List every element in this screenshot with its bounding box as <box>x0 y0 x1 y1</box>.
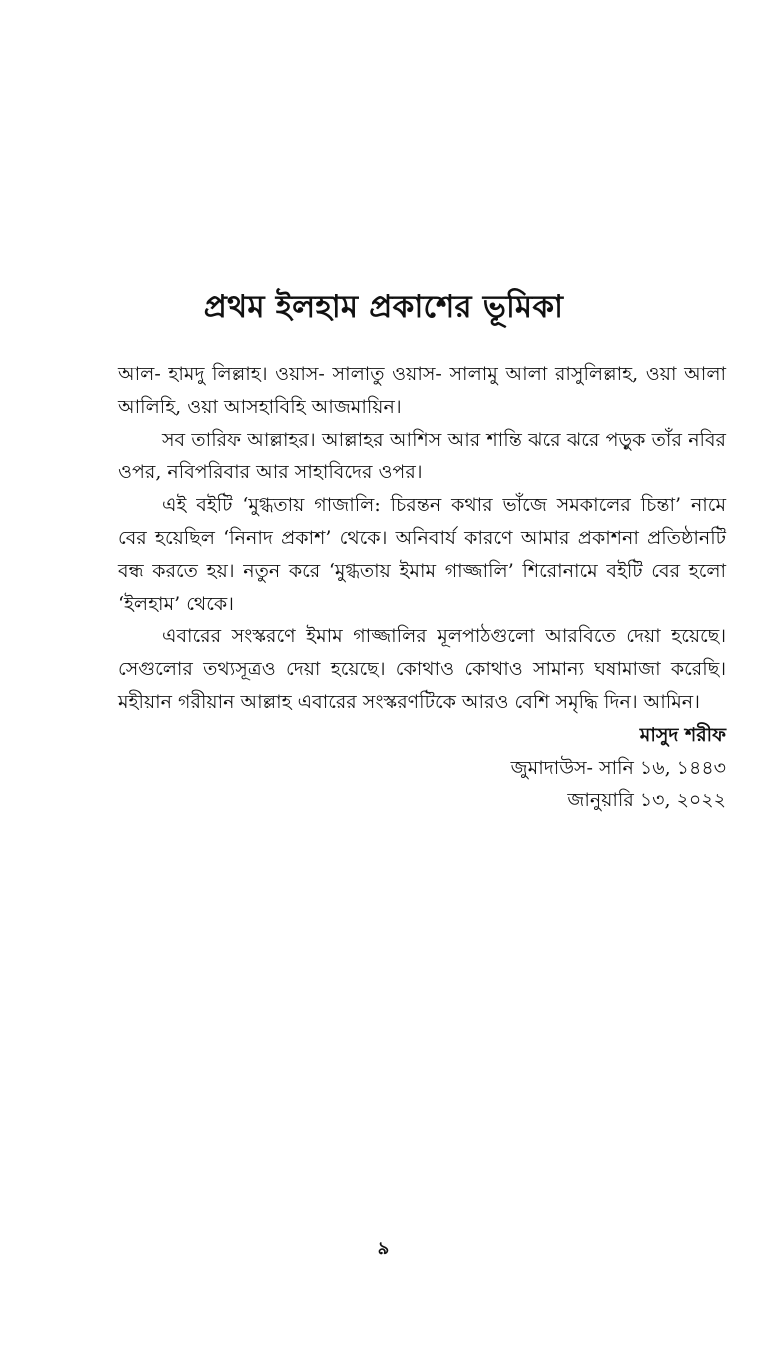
author-signature: মাসুদ শরীফ <box>639 723 726 746</box>
date-gregorian: জানুয়ারি ১৩, ২০২২ <box>567 789 726 812</box>
paragraph-edition-notes: এবারের সংস্করণে ইমাম গাজ্জালির মূলপাঠগুলো আরবিতে দেয়া হয়েছে। সেগুলোর তথ্যসূত্রও দেয়া হয়েছে। কোথাও কোথাও সামান্য ঘষামাজা করেছি। মহীয়ান গরীয়ান আল্লাহ এবারের সংস্করণটিকে আরও বেশি সমৃদ্ধি দিন। আমিন। <box>118 625 726 713</box>
page-number: ৯ <box>377 1238 390 1259</box>
preface-body <box>118 358 726 817</box>
paragraph-praise: সব তারিফ আল্লাহর। আল্লাহর আশিস আর শান্তি ঝরে ঝরে পড়ুক তাঁর নবির ওপর, নবিপরিবার আর সাহাবিদের ওপর। <box>118 428 726 484</box>
paragraph-opening-invocation: আল- হামদু লিল্লাহ। ওয়াস- সালাতু ওয়াস- সালামু আলা রাসুলিল্লাহ, ওয়া আলা আলিহি, ওয়া আসহাবিহি আজমায়িন। <box>118 363 726 418</box>
page-title: প্রথম ইলহাম প্রকাশের ভূমিকা <box>203 289 564 325</box>
date-hijri: জুমাদাউস- সানি ১৬, ১৪৪৩ <box>510 756 726 779</box>
paragraph-book-history: এই বইটি ‘মুগ্ধতায় গাজালি: চিরন্তন কথার ভাঁজে সমকালের চিন্তা’ নামে বের হয়েছিল ‘নিনাদ প্রকাশ’ থেকে। অনিবার্য কারণে আমার প্রকাশনা প্রতিষ্ঠানটি বন্ধ করতে হয়। নতুন করে ‘মুগ্ধতায় ইমাম গাজ্জালি’ শিরোনামে বইটি বের হলো ‘ইলহাম’ থেকে। <box>118 494 726 615</box>
